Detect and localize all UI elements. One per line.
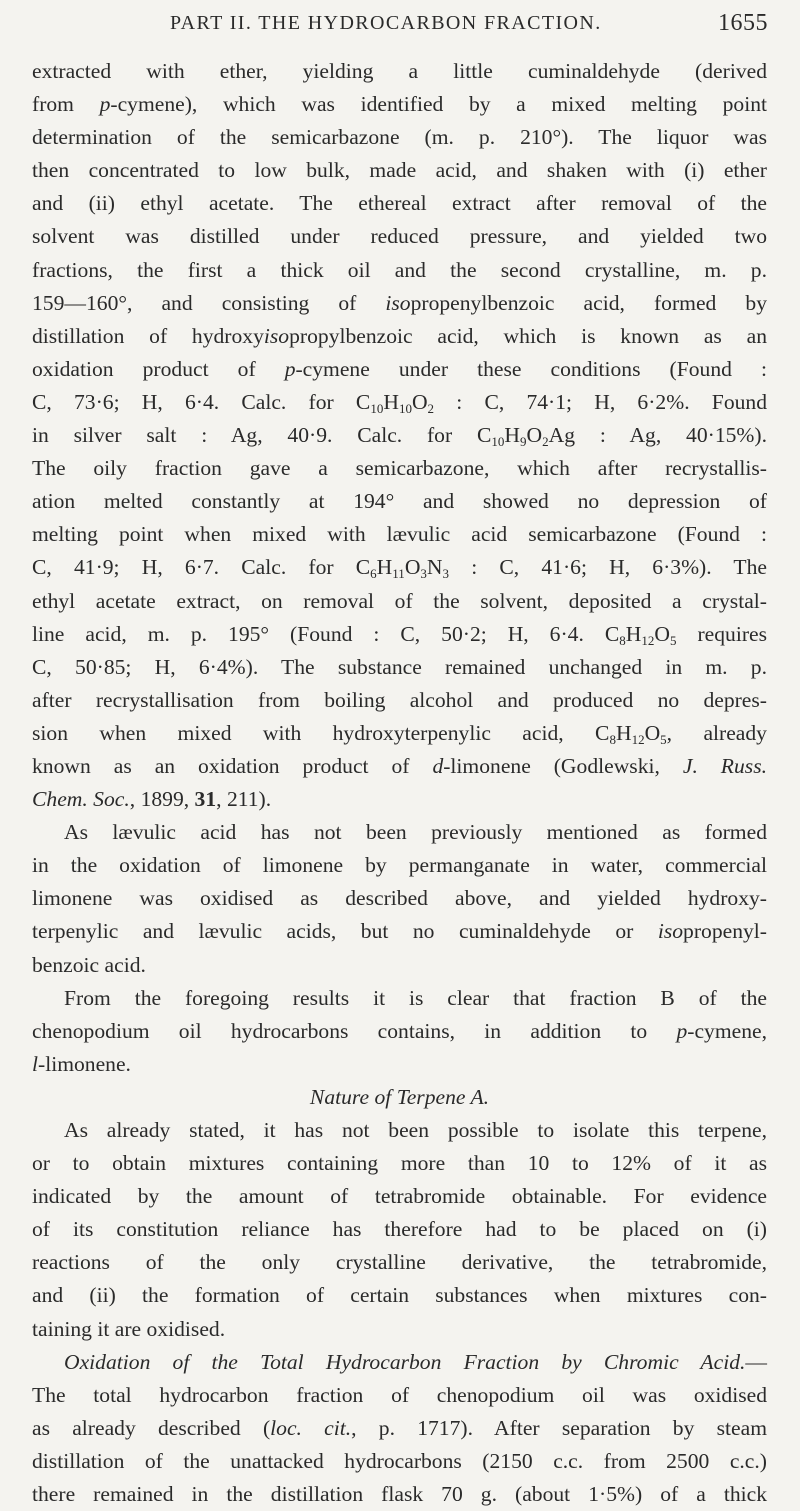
text-line: benzoic acid. bbox=[32, 952, 146, 977]
page-number: 1655 bbox=[718, 10, 768, 36]
text-line: as already described (loc. cit., p. 1717). After separation by steam bbox=[32, 1415, 767, 1440]
text-line: Oxidation of the Total Hydrocarbon Fraction by Chromic Acid.— bbox=[64, 1349, 767, 1374]
text-line: As lævulic acid has not been previously mentioned as formed bbox=[64, 820, 767, 845]
running-title: PART II. THE HYDROCARBON FRACTION. bbox=[170, 12, 602, 34]
text-line: line acid, m. p. 195° (Found : C, 50·2; H, 6·4. $C_8H_{12}O_5$ requires bbox=[32, 621, 767, 648]
text-line: chenopodium oil hydrocarbons contains, in addition to p-cymene, bbox=[32, 1018, 767, 1043]
text-line: indicated by the amount of tetrabromide obtainable. For evidence bbox=[32, 1184, 767, 1209]
text-line: fractions, the first a thick oil and the second crystalline, m. p. bbox=[32, 257, 767, 282]
text-line: distillation of hydroxyisopropylbenzoic acid, which is known as an bbox=[32, 323, 767, 348]
text-line: there remained in the distillation flask 70 g. (about 1·5%) of a thick bbox=[32, 1482, 767, 1507]
text-line: after recrystallisation from boiling alcohol and produced no depres- bbox=[32, 687, 767, 712]
text-line: 159—160°, and consisting of isopropenylbenzoic acid, formed by bbox=[32, 290, 767, 315]
text-line: terpenylic and lævulic acids, but no cuminaldehyde or isopropenyl- bbox=[32, 919, 767, 944]
text-line: melting point when mixed with lævulic acid semicarbazone (Found : bbox=[32, 522, 767, 547]
text-line: reactions of the only crystalline derivative, the tetrabromide, bbox=[32, 1250, 767, 1275]
body-text bbox=[32, 55, 767, 1511]
text-line: and (ii) the formation of certain substances when mixtures con- bbox=[32, 1283, 767, 1308]
text-line: limonene was oxidised as described above, and yielded hydroxy- bbox=[32, 886, 767, 911]
text-line: oxidation product of p-cymene under these conditions (Found : bbox=[32, 356, 767, 381]
text-line: known as an oxidation product of d-limonene (Godlewski, J. Russ. bbox=[32, 753, 767, 778]
text-line: from p-cymene), which was identified by a mixed melting point bbox=[32, 92, 767, 117]
text-line: in the oxidation of limonene by permanganate in water, commercial bbox=[32, 853, 767, 878]
text-line: ation melted constantly at 194° and showed no depression of bbox=[32, 489, 767, 514]
text-line: solvent was distilled under reduced pressure, and yielded two bbox=[32, 224, 767, 249]
text-line: then concentrated to low bulk, made acid, and shaken with (i) ether bbox=[32, 158, 767, 183]
text-line: sion when mixed with hydroxyterpenylic acid, $C_8H_{12}O_5$, already bbox=[32, 720, 767, 747]
text-line: in silver salt : Ag, 40·9. Calc. for $C_{10}H_9O_2Ag$ : Ag, 40·15%). bbox=[32, 423, 768, 450]
text-line: or to obtain mixtures containing more than 10 to 12% of it as bbox=[32, 1151, 767, 1176]
text-line: distillation of the unattacked hydrocarbons (2150 c.c. from 2500 c.c.) bbox=[32, 1448, 767, 1473]
text-line: ethyl acetate extract, on removal of the solvent, deposited a crystal- bbox=[32, 588, 767, 613]
text-line: of its constitution reliance has therefore had to be placed on (i) bbox=[32, 1217, 767, 1242]
text-line: extracted with ether, yielding a little cuminaldehyde (derived bbox=[32, 59, 767, 83]
text-line: The oily fraction gave a semicarbazone, which after recrystallis- bbox=[32, 456, 767, 481]
text-line: C, 41·9; H, 6·7. Calc. for $C_6H_{11}O_3N_3$ : C, 41·6; H, 6·3%). The bbox=[32, 555, 768, 582]
text-line: l-limonene. bbox=[32, 1051, 131, 1076]
text-line: taining it are oxidised. bbox=[32, 1316, 226, 1341]
section-heading: Nature of Terpene A. bbox=[309, 1084, 490, 1109]
text-line: As already stated, it has not been possible to isolate this terpene, bbox=[64, 1118, 767, 1142]
text-line: determination of the semicarbazone (m. p. 210°). The liquor was bbox=[32, 125, 767, 150]
text-line: The total hydrocarbon fraction of chenopodium oil was oxidised bbox=[32, 1382, 767, 1407]
text-line: and (ii) ethyl acetate. The ethereal extract after removal of the bbox=[32, 191, 767, 216]
text-line: C, 73·6; H, 6·4. Calc. for $C_{10}H_{10}O_2$ : C, 74·1; H, 6·2%. Found bbox=[32, 389, 768, 416]
text-line: From the foregoing results it is clear that fraction B of the bbox=[64, 985, 767, 1010]
text-line: C, 50·85; H, 6·4%). The substance remained unchanged in m. p. bbox=[32, 654, 767, 679]
text-line: Chem. Soc., 1899, 31, 211). bbox=[32, 787, 272, 812]
